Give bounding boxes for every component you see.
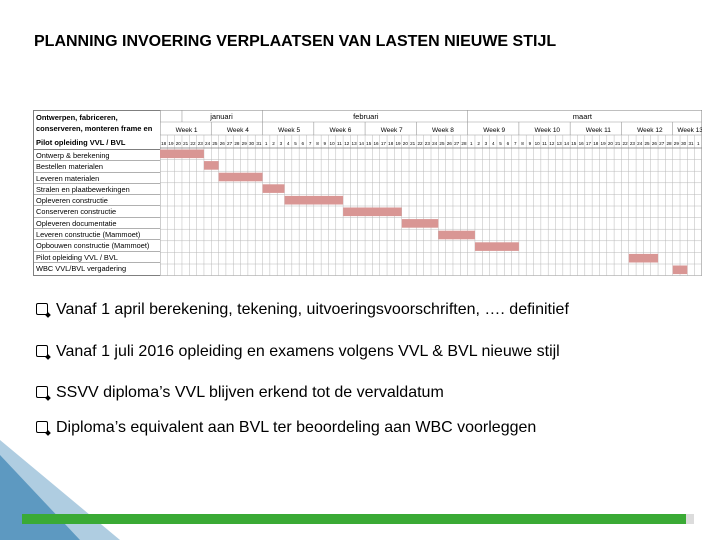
day-number: 5 bbox=[499, 141, 502, 146]
gantt-task-label: Bestellen materialen bbox=[34, 161, 160, 172]
day-number: 30 bbox=[248, 141, 255, 146]
day-number: 18 bbox=[593, 141, 599, 146]
gantt-task-rows bbox=[34, 150, 160, 274]
day-number: 29 bbox=[241, 141, 247, 146]
day-number: 22 bbox=[622, 141, 628, 146]
day-number: 11 bbox=[337, 141, 342, 146]
day-number: 1 bbox=[470, 141, 473, 146]
day-number: 12 bbox=[344, 141, 350, 146]
day-number: 19 bbox=[600, 141, 606, 146]
day-number: 26 bbox=[651, 141, 657, 146]
week-label: Week 1 bbox=[175, 127, 198, 134]
day-number: 27 bbox=[227, 141, 233, 146]
day-number: 7 bbox=[513, 141, 517, 146]
gantt-header-line-1: Ontwerpen, fabriceren, bbox=[36, 113, 118, 122]
gantt-header-line-2: conserveren, monteren frame en bbox=[36, 124, 153, 133]
day-number: 26 bbox=[446, 141, 452, 146]
day-number: 23 bbox=[629, 141, 635, 146]
day-number: 14 bbox=[358, 141, 364, 146]
day-number: 9 bbox=[528, 141, 532, 146]
checkbox-bullet-icon bbox=[36, 386, 48, 398]
day-number: 3 bbox=[279, 141, 283, 146]
day-number: 21 bbox=[615, 141, 621, 146]
day-number: 23 bbox=[424, 141, 430, 146]
gantt-task-list bbox=[33, 110, 160, 276]
day-number: 20 bbox=[607, 141, 614, 146]
gantt-bar bbox=[673, 266, 688, 275]
gantt-bar bbox=[475, 242, 519, 251]
month-label: februari bbox=[353, 112, 379, 121]
week-label: Week 13 bbox=[677, 127, 702, 134]
day-number: 29 bbox=[673, 141, 679, 146]
gantt-bar bbox=[219, 173, 263, 182]
gantt-task-label: Leveren materialen bbox=[34, 173, 160, 184]
day-number: 7 bbox=[308, 141, 312, 146]
month-label: maart bbox=[572, 112, 592, 121]
day-number: 8 bbox=[316, 141, 319, 146]
day-number: 31 bbox=[688, 141, 694, 146]
week-label: Week 9 bbox=[483, 127, 506, 134]
gantt-task-label: Conserveren constructie bbox=[34, 206, 160, 217]
day-number: 20 bbox=[402, 141, 408, 146]
day-number: 26 bbox=[219, 141, 225, 146]
day-number: 10 bbox=[329, 141, 335, 146]
bullet-text: SSVV diploma’s VVL blijven erkend tot de vervaldatum bbox=[56, 384, 444, 401]
day-number: 28 bbox=[461, 141, 467, 146]
day-number: 21 bbox=[183, 141, 189, 146]
week-label: Week 6 bbox=[329, 127, 352, 134]
green-footer-bar bbox=[22, 514, 694, 524]
day-number: 30 bbox=[681, 141, 687, 146]
gantt-task-label: Opleveren constructie bbox=[34, 195, 160, 206]
day-number: 2 bbox=[477, 141, 480, 146]
month-label: januari bbox=[210, 112, 233, 121]
day-number: 6 bbox=[301, 141, 305, 146]
day-number: 27 bbox=[659, 141, 665, 146]
day-number: 1 bbox=[264, 141, 268, 146]
gantt-task-label: Opleveren documentatie bbox=[34, 218, 160, 229]
day-number: 18 bbox=[388, 141, 394, 146]
day-number: 1 bbox=[697, 141, 700, 146]
day-number: 31 bbox=[256, 141, 262, 146]
day-number: 19 bbox=[395, 141, 401, 146]
week-label: Week 10 bbox=[534, 127, 561, 134]
checkbox-bullet-icon bbox=[36, 421, 48, 433]
day-number: 21 bbox=[410, 141, 416, 146]
bullet-text: Diploma’s equivalent aan BVL ter beoordeling aan WBC voorleggen bbox=[56, 419, 537, 436]
day-number: 16 bbox=[578, 141, 584, 146]
gantt-bar bbox=[343, 208, 402, 217]
gantt-task-header bbox=[34, 111, 160, 150]
day-number: 17 bbox=[380, 141, 386, 146]
day-number: 16 bbox=[373, 141, 379, 146]
week-label: Week 4 bbox=[226, 127, 249, 134]
day-number: 5 bbox=[294, 141, 297, 146]
gantt-task-label: WBC VVL/BVL vergadering bbox=[36, 263, 127, 273]
gantt-task-label: Leveren constructie (Mammoet) bbox=[34, 229, 160, 240]
day-number: 6 bbox=[506, 141, 510, 146]
gantt-bar bbox=[402, 219, 439, 228]
checkbox-bullet-icon bbox=[36, 345, 48, 357]
day-number: 22 bbox=[417, 141, 423, 146]
day-number: 4 bbox=[286, 141, 290, 146]
bullet-text: Vanaf 1 juli 2016 opleiding en examens volgens VVL & BVL nieuwe stijl bbox=[56, 343, 560, 360]
day-number: 28 bbox=[666, 141, 672, 146]
day-number: 10 bbox=[534, 141, 540, 146]
day-number: 9 bbox=[323, 141, 327, 146]
day-number: 13 bbox=[351, 141, 357, 146]
day-number: 3 bbox=[484, 141, 488, 146]
gantt-bar bbox=[204, 161, 219, 170]
week-label: Week 7 bbox=[380, 127, 403, 134]
gantt-task-label: Stralen en plaatbewerkingen bbox=[34, 184, 160, 195]
gantt-task-label: Opbouwen constructie (Mammoet) bbox=[34, 240, 160, 251]
day-number: 18 bbox=[161, 141, 167, 146]
gantt-timeline bbox=[160, 110, 702, 276]
day-number: 28 bbox=[234, 141, 240, 146]
day-number: 25 bbox=[212, 141, 218, 146]
bullet-item bbox=[36, 342, 560, 362]
day-number: 22 bbox=[190, 141, 196, 146]
bullet-item bbox=[36, 383, 444, 403]
day-number: 20 bbox=[175, 141, 181, 146]
week-label: Week 11 bbox=[585, 127, 611, 134]
gantt-bar bbox=[285, 196, 344, 205]
bullet-item bbox=[36, 300, 569, 320]
bullet-item bbox=[36, 418, 536, 438]
day-number: 24 bbox=[432, 141, 438, 146]
gantt-task-label: Pilot opleiding VVL / BVL bbox=[34, 252, 160, 263]
day-number: 27 bbox=[454, 141, 460, 146]
day-number: 13 bbox=[556, 141, 562, 146]
gantt-grid-svg bbox=[160, 110, 702, 276]
day-number: 25 bbox=[439, 141, 445, 146]
gantt-bar bbox=[438, 231, 475, 240]
day-number: 11 bbox=[542, 141, 547, 146]
day-number: 14 bbox=[563, 141, 570, 146]
gantt-bar bbox=[263, 184, 285, 193]
day-number: 8 bbox=[521, 141, 524, 146]
day-number: 19 bbox=[168, 141, 174, 146]
day-number: 2 bbox=[272, 141, 275, 146]
day-number: 12 bbox=[549, 141, 555, 146]
gantt-bar bbox=[629, 254, 658, 263]
gantt-bar bbox=[160, 150, 204, 159]
day-number: 15 bbox=[571, 141, 577, 146]
day-number: 4 bbox=[491, 141, 495, 146]
day-number: 24 bbox=[205, 141, 211, 146]
day-number: 23 bbox=[197, 141, 203, 146]
day-number: 17 bbox=[585, 141, 592, 146]
week-label: Week 12 bbox=[637, 127, 663, 134]
footer-bar-end bbox=[686, 514, 694, 524]
week-label: Week 5 bbox=[278, 127, 301, 134]
day-number: 24 bbox=[637, 141, 643, 146]
checkbox-bullet-icon bbox=[36, 303, 48, 315]
day-number: 15 bbox=[366, 141, 372, 146]
gantt-header-line-3: Pilot opleiding VVL / BVL bbox=[36, 138, 126, 147]
gantt-task-label: Ontwerp & berekening bbox=[34, 150, 160, 161]
footer-decoration bbox=[0, 440, 720, 540]
day-number: 25 bbox=[644, 141, 650, 146]
page-title: PLANNING INVOERING VERPLAATSEN VAN LASTEN NIEUWE STIJL bbox=[34, 33, 557, 50]
week-label: Week 8 bbox=[431, 127, 454, 134]
bullet-text: Vanaf 1 april berekening, tekening, uitvoeringsvoorschriften, …. definitief bbox=[56, 301, 569, 318]
